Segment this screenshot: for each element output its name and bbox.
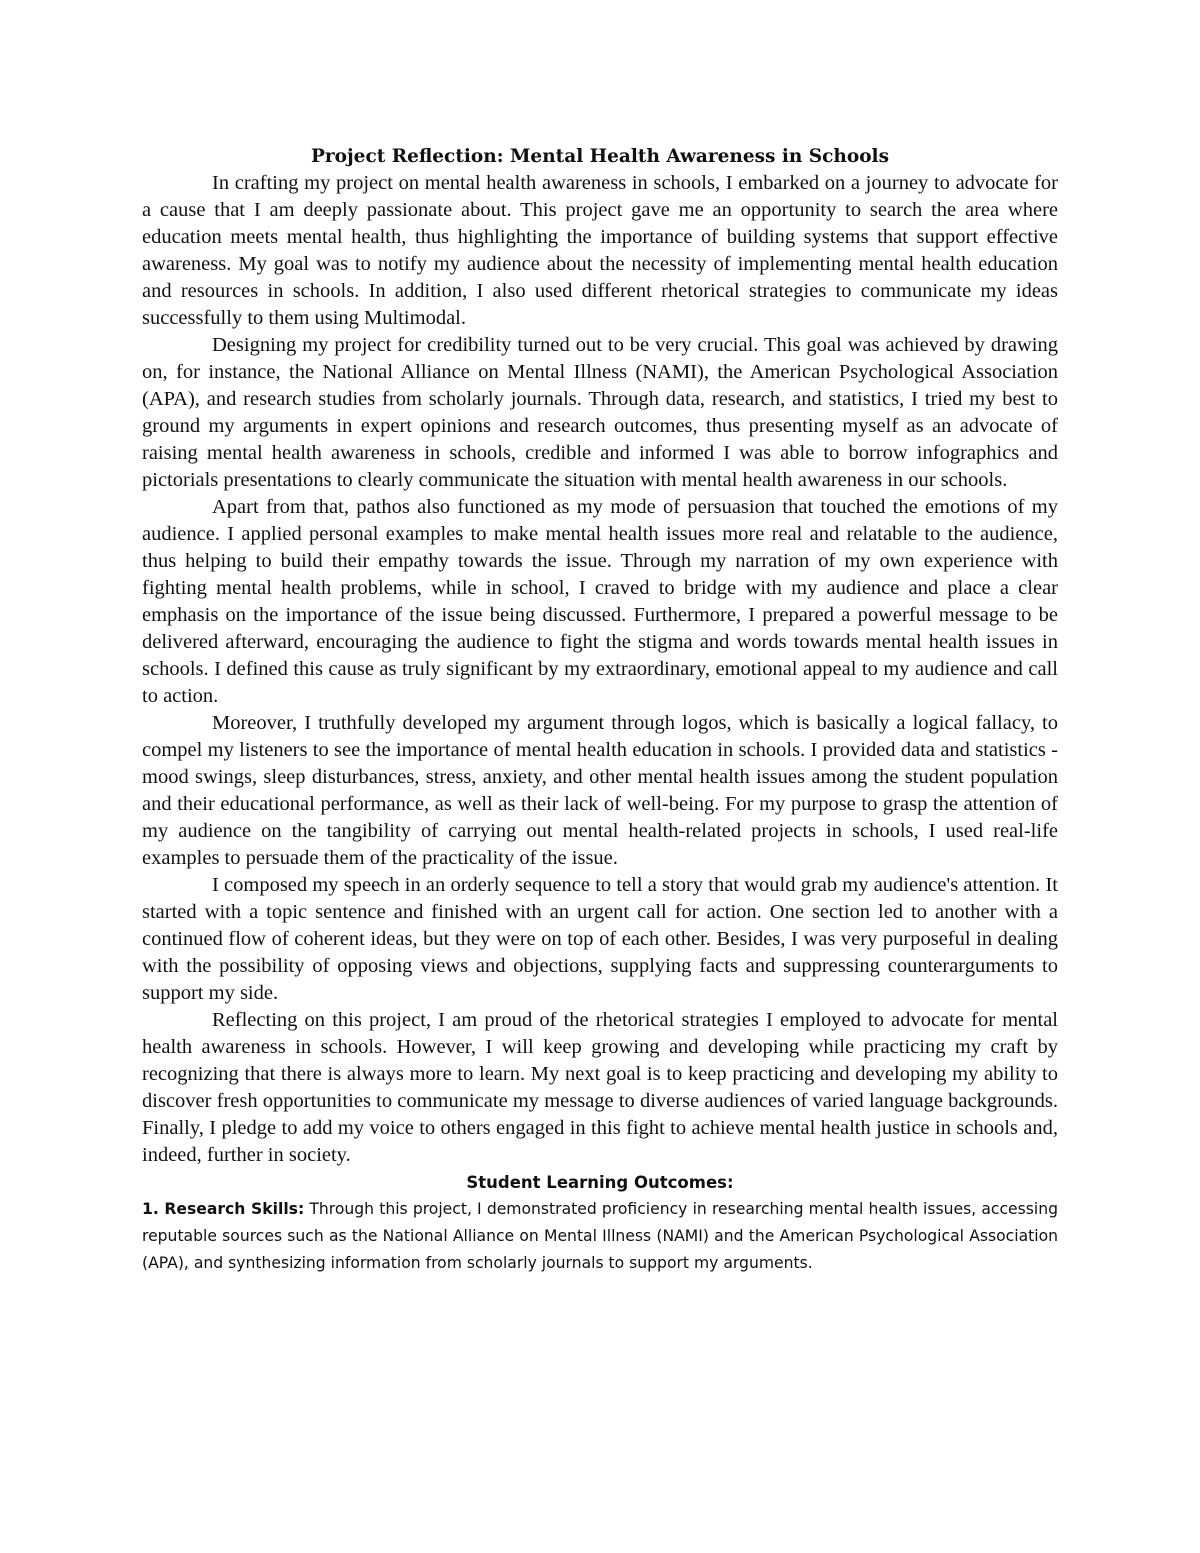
- outcomes-heading: Student Learning Outcomes:: [466, 1173, 734, 1192]
- paragraph-structure: I composed my speech in an orderly sequence to tell a story that would grab my audience's attention. It started with a topic sentence and finished with an urgent call for action. One section led to another with a continued flow of coherent ideas, but they were on top of each other. Besides, I was very purposeful in dealing with the possibility of opposing views and objections, supplying facts and suppressing counterarguments to support my side.: [142, 874, 1058, 1004]
- document-page: [142, 143, 1058, 1277]
- document-title: Project Reflection: Mental Health Awareness in Schools: [310, 146, 890, 167]
- paragraph-intro: In crafting my project on mental health awareness in schools, I embarked on a journey to advocate for a cause that I am deeply passionate about. This project gave me an opportunity to search the area where education meets mental health, thus highlighting the importance of building systems that support effective awareness. My goal was to notify my audience about the necessity of implementing mental health education and resources in schools. In addition, I also used different rhetorical strategies to communicate my ideas successfully to them using Multimodal.: [142, 172, 1058, 329]
- outcome-label: 1. Research Skills:: [142, 1200, 305, 1218]
- paragraph-pathos: Apart from that, pathos also functioned as my mode of persuasion that touched the emotions of my audience. I applied personal examples to make mental health issues more real and relatable to the audience, thus helping to build their empathy towards the issue. Through my narration of my own experience with fighting mental health problems, while in school, I craved to bridge with my audience and place a clear emphasis on the importance of the issue being discussed. Furthermore, I prepared a powerful message to be delivered afterward, encouraging the audience to fight the stigma and words towards mental health issues in schools. I defined this cause as truly significant by my extraordinary, emotional appeal to my audience and call to action.: [142, 496, 1058, 707]
- outcome-item: [142, 1196, 1058, 1277]
- paragraph-logos: Moreover, I truthfully developed my argument through logos, which is basically a logical fallacy, to compel my listeners to see the importance of mental health education in schools. I provided data and statistics - mood swings, sleep disturbances, stress, anxiety, and other mental health issues among the student population and their educational performance, as well as their lack of well-being. For my purpose to grasp the attention of my audience on the tangibility of carrying out mental health-related projects in schools, I used real-life examples to persuade them of the practicality of the issue.: [142, 712, 1058, 869]
- paragraph-credibility: Designing my project for credibility turned out to be very crucial. This goal was achieved by drawing on, for instance, the National Alliance on Mental Illness (NAMI), the American Psychological Association (APA), and research studies from scholarly journals. Through data, research, and statistics, I tried my best to ground my arguments in expert opinions and research outcomes, thus presenting myself as an advocate of raising mental health awareness in schools, credible and informed I was able to borrow infographics and pictorials presentations to clearly communicate the situation with mental health awareness in our schools.: [142, 334, 1058, 491]
- paragraph-reflection: Reflecting on this project, I am proud of the rhetorical strategies I employed to advocate for mental health awareness in schools. However, I will keep growing and developing while practicing my craft by recognizing that there is always more to learn. My next goal is to keep practicing and developing my ability to discover fresh opportunities to communicate my message to diverse audiences of varied language backgrounds. Finally, I pledge to add my voice to others engaged in this fight to achieve mental health justice in schools and, indeed, further in society.: [142, 1009, 1058, 1166]
- outcome-text: Through this project, I demonstrated proficiency in researching mental health issues, accessing reputable sources such as the National Alliance on Mental Illness (NAMI) and the American Psychological Association (APA), and synthesizing information from scholarly journals to support my arguments.: [142, 1200, 1058, 1272]
